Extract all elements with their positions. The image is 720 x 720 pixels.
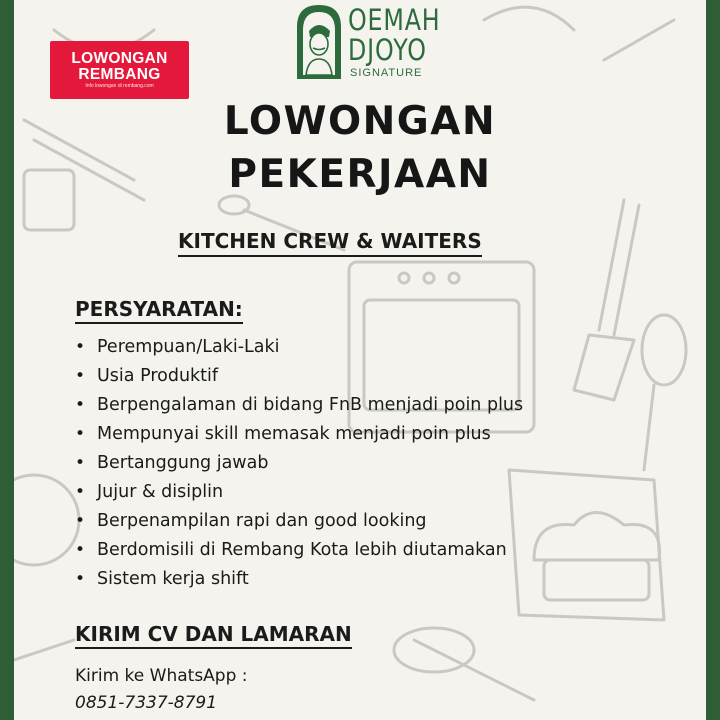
brand-logo-text bbox=[348, 5, 441, 65]
bullet: • bbox=[75, 424, 86, 444]
requirement-text: Mempunyai skill memasak menjadi poin plus bbox=[97, 424, 491, 444]
list-item bbox=[75, 391, 523, 420]
badge-line2: REMBANG bbox=[78, 66, 161, 83]
bullet: • bbox=[75, 569, 86, 589]
badge-line1: LOWONGAN bbox=[71, 50, 168, 67]
job-position: KITCHEN CREW & WAITERS bbox=[178, 229, 482, 257]
whatsapp-label: Kirim ke WhatsApp : bbox=[75, 666, 248, 686]
requirement-text: Sistem kerja shift bbox=[97, 569, 249, 589]
requirement-text: Perempuan/Laki-Laki bbox=[97, 337, 280, 357]
bullet: • bbox=[75, 453, 86, 473]
send-cv-heading: KIRIM CV DAN LAMARAN bbox=[75, 622, 352, 649]
bullet: • bbox=[75, 366, 86, 386]
brand-name-line1: OEMAH bbox=[348, 3, 441, 37]
list-item bbox=[75, 362, 523, 391]
title-line1: LOWONGAN bbox=[223, 99, 497, 144]
list-item bbox=[75, 536, 523, 565]
bullet: • bbox=[75, 511, 86, 531]
list-item bbox=[75, 478, 523, 507]
chef-portrait-icon bbox=[294, 3, 344, 81]
requirement-text: Jujur & disiplin bbox=[97, 482, 224, 502]
brand-subtitle: SIGNATURE bbox=[350, 67, 423, 79]
job-poster bbox=[14, 0, 706, 720]
bullet: • bbox=[75, 482, 86, 502]
requirements-list bbox=[75, 333, 523, 594]
title-line2: PEKERJAAN bbox=[228, 152, 492, 197]
bullet: • bbox=[75, 337, 86, 357]
badge-tagline: Info lowongan di rembang.com bbox=[85, 83, 154, 89]
list-item bbox=[75, 507, 523, 536]
bullet: • bbox=[75, 395, 86, 415]
list-item bbox=[75, 333, 523, 362]
requirement-text: Usia Produktif bbox=[97, 366, 219, 386]
whatsapp-number[interactable]: 0851-7337-8791 bbox=[75, 693, 218, 713]
list-item bbox=[75, 449, 523, 478]
list-item bbox=[75, 565, 523, 594]
page-title bbox=[14, 95, 706, 201]
brand-name-line2: DJOYO bbox=[348, 33, 427, 67]
requirement-text: Berpenampilan rapi dan good looking bbox=[97, 511, 427, 531]
requirement-text: Berpengalaman di bidang FnB menjadi poin plus bbox=[97, 395, 524, 415]
lowongan-rembang-badge bbox=[50, 41, 189, 99]
requirement-text: Berdomisili di Rembang Kota lebih diutamakan bbox=[97, 540, 507, 560]
list-item bbox=[75, 420, 523, 449]
bullet: • bbox=[75, 540, 86, 560]
requirement-text: Bertanggung jawab bbox=[97, 453, 269, 473]
requirements-heading: PERSYARATAN: bbox=[75, 297, 243, 324]
